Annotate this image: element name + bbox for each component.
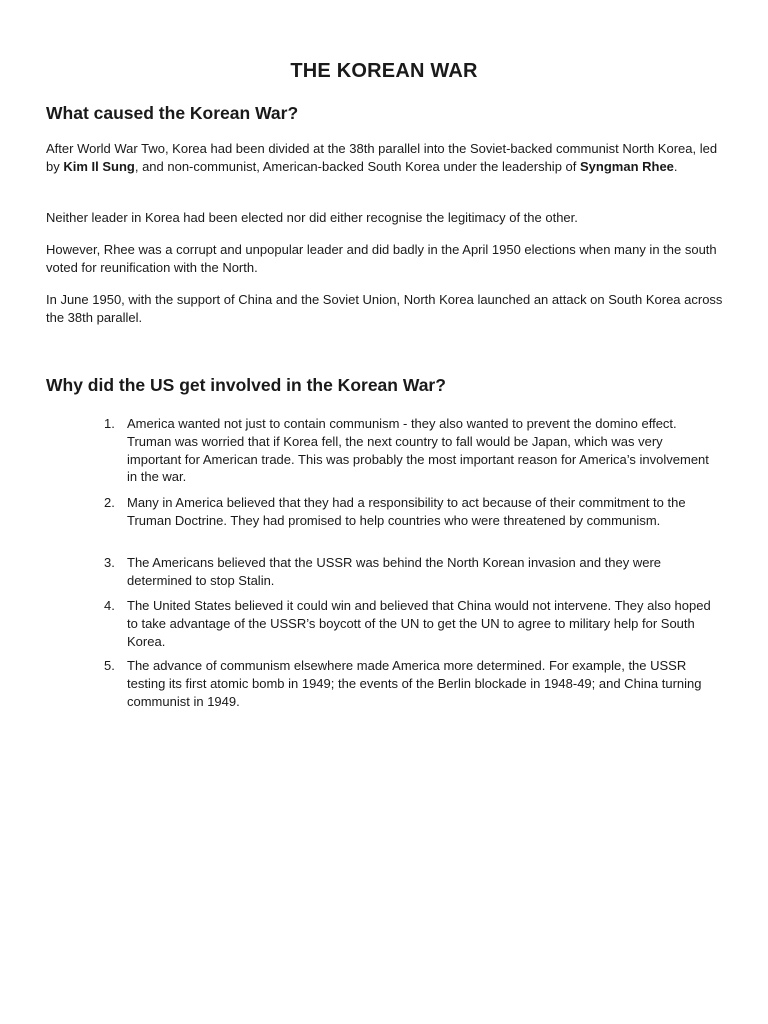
list-item-number: 1. bbox=[104, 416, 115, 431]
list-item-text: The United States believed it could win and believed that China would not intervene. They also hoped to take advantage of the USSR’s boycott of the UN to get the UN to agree to military help for South Korea. bbox=[127, 598, 711, 649]
paragraph-invasion: In June 1950, with the support of China and the Soviet Union, North Korea launched an attack on South Korea across the 38th parallel. bbox=[46, 292, 723, 325]
paragraph-elections: However, Rhee was a corrupt and unpopular leader and did badly in the April 1950 elections when many in the south voted for reunification with the North. bbox=[46, 242, 717, 275]
paragraph-division-text-1: After World War Two, Korea had been divided at the 38th parallel into the Soviet-backed communist North Korea, led by bbox=[46, 141, 718, 174]
list-item-text: The advance of communism elsewhere made America more determined. For example, the USSR testing its first atomic bomb in 1949; the events of the Berlin blockade in 1948-49; and China turning communist in 1949. bbox=[127, 658, 702, 709]
syngman-rhee-name: Syngman Rhee bbox=[580, 159, 674, 174]
list-item bbox=[104, 415, 714, 486]
list-item-number: 2. bbox=[104, 495, 115, 510]
list-item bbox=[104, 657, 714, 710]
paragraph-division-text-2: , and non-communist, American-backed South Korea under the leadership of bbox=[134, 159, 580, 174]
list-item-number: 4. bbox=[104, 598, 115, 613]
paragraph-division bbox=[46, 140, 726, 176]
paragraph-division-text-3: . bbox=[673, 159, 678, 174]
list-item-text: Many in America believed that they had a responsibility to act because of their commitment to the Truman Doctrine. They had promised to help countries who were threatened by communism. bbox=[127, 495, 686, 528]
list-item bbox=[104, 554, 714, 590]
section-heading-us-involvement: Why did the US get involved in the Korean War? bbox=[46, 375, 446, 395]
list-item-text: America wanted not just to contain communism - they also wanted to prevent the domino effect. Truman was worried that if Korea fell, the next country to fall would be Japan, which was very important for American trade. This was probably the most important reason for America’s involvement in the war. bbox=[127, 416, 709, 485]
list-item bbox=[104, 494, 714, 530]
document-title: THE KOREAN WAR bbox=[290, 60, 478, 82]
list-item-number: 5. bbox=[104, 658, 115, 673]
kim-il-sung-name: Kim Il Sung bbox=[63, 159, 135, 174]
list-item-number: 3. bbox=[104, 555, 115, 570]
list-item bbox=[104, 597, 714, 650]
paragraph-legitimacy: Neither leader in Korea had been elected nor did either recognise the legitimacy of the other. bbox=[46, 210, 578, 225]
list-item-text: The Americans believed that the USSR was behind the North Korean invasion and they were determined to stop Stalin. bbox=[127, 555, 662, 588]
section-heading-causes: What caused the Korean War? bbox=[46, 103, 299, 123]
